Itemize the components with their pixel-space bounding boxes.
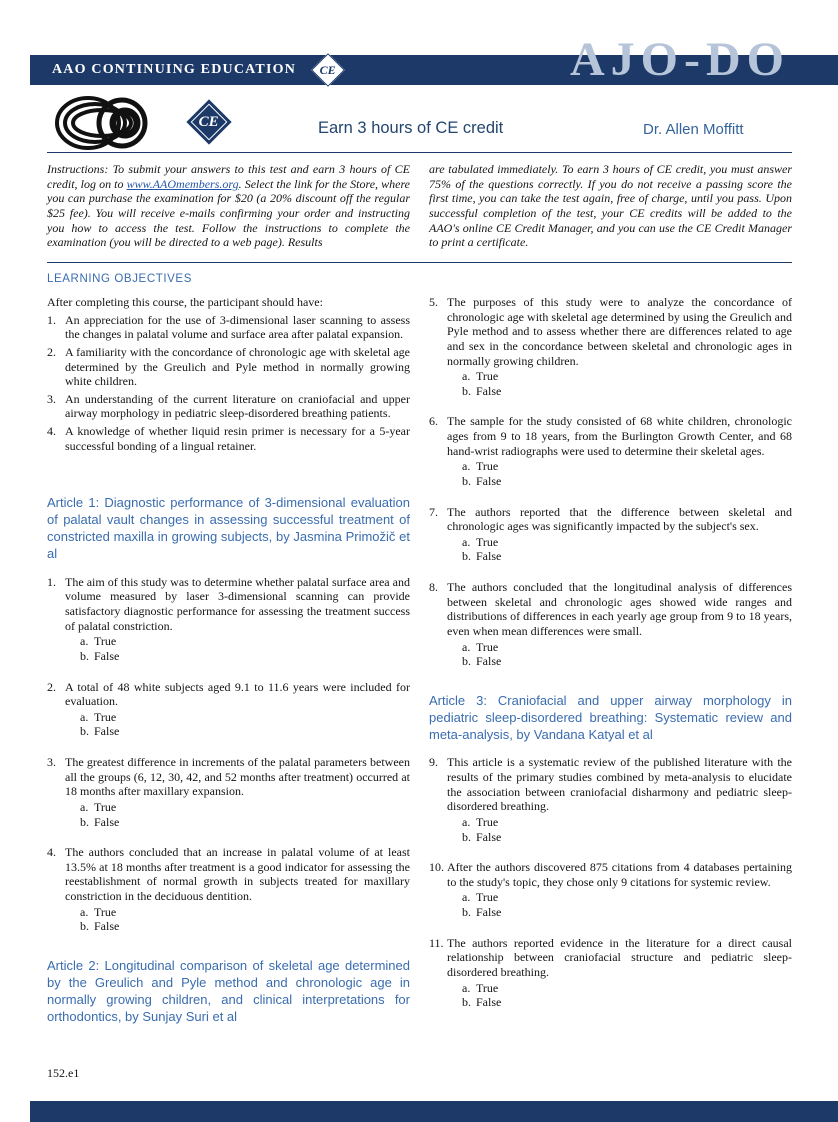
answer-option-b: b. False bbox=[80, 919, 120, 934]
option-text: False bbox=[476, 905, 502, 920]
option-text: True bbox=[476, 814, 499, 829]
option-text: False bbox=[476, 654, 502, 669]
instructions-right-column: are tabulated immediately. To earn 3 hours of CE credit, you must answer 75% of the questions correctly. If you do not receive a passing score the first time, you can take the test again, free of charge, until you pass. Upon successful completion of the test, your CE credits will be added to the AAO's online CE Credit Manager, and you can use the CE Credit Manager to print a certificate. bbox=[429, 162, 792, 250]
option-text: True bbox=[94, 709, 117, 724]
question-text: The sample for the study consisted of 68 white children, chronologic ages from 9 to 18 years, from the Burlington Growth Center, and 68 hand-wrist radiographs were used to determine their skeletal ages. bbox=[447, 414, 792, 458]
question-number: 10. bbox=[429, 860, 444, 875]
answer-option-b: b. False bbox=[462, 549, 502, 564]
question-8 bbox=[429, 580, 792, 669]
learning-objectives-title: LEARNING OBJECTIVES bbox=[47, 273, 192, 285]
option-text: True bbox=[94, 904, 117, 919]
question-number: 9. bbox=[429, 755, 438, 770]
option-text: True bbox=[476, 639, 499, 654]
objective-number: 3. bbox=[47, 391, 56, 406]
option-text: False bbox=[94, 724, 120, 739]
answer-option-b: b. False bbox=[462, 829, 502, 844]
answer-option-a: a. True bbox=[80, 799, 117, 814]
question-2 bbox=[47, 680, 410, 740]
option-text: False bbox=[94, 919, 120, 934]
question-text: The aim of this study was to determine whether palatal surface area and volume measured by laser 3-dimensional scanning can provide satisfactory diagnostic performance for assessing the treatment success of palatal constriction. bbox=[65, 574, 410, 633]
question-number: 1. bbox=[47, 574, 56, 589]
answer-option-a: a. True bbox=[462, 369, 499, 384]
objective-number: 4. bbox=[47, 424, 56, 438]
objectives-intro: After completing this course, the participant should have: bbox=[47, 295, 323, 309]
question-5 bbox=[429, 295, 792, 398]
question-10 bbox=[429, 860, 792, 920]
question-text: This article is a systematic review of the published literature with the results of the primary studies combined by meta-analysis to elucidate the association between craniofacial disharmony and pediatric sleep-disordered breathing. bbox=[447, 755, 792, 814]
option-text: True bbox=[94, 634, 117, 649]
question-number: 11. bbox=[429, 935, 444, 950]
objective-item bbox=[47, 313, 410, 342]
option-text: False bbox=[476, 473, 502, 488]
answer-option-a: a. True bbox=[80, 904, 117, 919]
question-3 bbox=[47, 755, 410, 829]
ce-diamond-large-icon bbox=[186, 99, 231, 144]
question-text: After the authors discovered 875 citations from 4 databases pertaining to the study's topic, they chose only 9 citations for systemic review. bbox=[447, 860, 792, 889]
answer-option-a: a. True bbox=[462, 534, 499, 549]
aao-members-link[interactable]: www.AAOmembers.org bbox=[126, 176, 239, 191]
earn-credit-text: Earn 3 hours of CE credit bbox=[318, 119, 504, 137]
instructions-left-before-link: Instructions: To submit your answers to this test and earn 3 hours of CE credit, log on to bbox=[47, 162, 410, 191]
objective-item bbox=[47, 424, 410, 453]
left-column bbox=[47, 295, 410, 1038]
objective-text: A familiarity with the concordance of chronologic age with skeletal age determined by the Greulich and Pyle method in normally growing white children. bbox=[65, 344, 410, 389]
option-text: True bbox=[476, 534, 499, 549]
instructions-block bbox=[47, 162, 792, 250]
question-number: 2. bbox=[47, 679, 56, 694]
header-bar-title: AAO CONTINUING EDUCATION bbox=[52, 62, 297, 77]
question-text: The authors concluded that an increase in palatal volume of at least 13.5% at 18 months after treatment is a good indicator for assessing the reestablishment of normal growth in subjects treated for maxillary constriction in the deciduous dentition. bbox=[65, 845, 410, 904]
ce-badge-text-large: CE bbox=[198, 113, 220, 130]
question-4 bbox=[47, 845, 410, 934]
option-text: False bbox=[476, 549, 502, 564]
article-3-heading: Article 3: Craniofacial and upper airway morphology in pediatric sleep-disordered breathing: Systematic review and meta-analysis, by Vandana Katyal et al bbox=[429, 692, 792, 742]
question-number: 8. bbox=[429, 580, 438, 594]
article-1-heading: Article 1: Diagnostic performance of 3-dimensional evaluation of palatal vault changes in assessing successful treatment of constricted maxilla in growing subjects, by Jasmina Primožič et al bbox=[47, 495, 410, 561]
option-text: True bbox=[94, 799, 117, 814]
question-number: 4. bbox=[47, 845, 56, 860]
objective-item bbox=[47, 345, 410, 389]
journal-wordmark: AJO-DO bbox=[570, 33, 790, 86]
option-text: False bbox=[94, 648, 120, 663]
footer-bar bbox=[30, 1101, 838, 1122]
answer-option-a: a. True bbox=[80, 634, 117, 649]
answer-option-a: a. True bbox=[462, 890, 499, 905]
option-text: True bbox=[476, 980, 499, 995]
body-columns bbox=[47, 295, 792, 1038]
page-number: 152.e1 bbox=[47, 1066, 80, 1080]
objective-number: 1. bbox=[47, 312, 56, 327]
answer-option-b: b. False bbox=[80, 648, 120, 663]
option-text: True bbox=[476, 369, 499, 384]
answer-option-b: b. False bbox=[462, 383, 502, 398]
question-text: A total of 48 white subjects aged 9.1 to 11.6 years were included for evaluation. bbox=[65, 679, 410, 709]
right-column bbox=[429, 295, 792, 1038]
answer-option-b: b. False bbox=[462, 473, 502, 488]
objective-number: 2. bbox=[47, 344, 56, 359]
divider-top bbox=[47, 152, 792, 153]
answer-option-b: b. False bbox=[462, 995, 502, 1010]
answer-option-b: b. False bbox=[462, 654, 502, 669]
option-text: False bbox=[476, 995, 502, 1010]
answer-option-b: b. False bbox=[80, 724, 120, 739]
ce-badge-text: CE bbox=[320, 62, 337, 77]
objective-text: A knowledge of whether liquid resin primer is necessary for a 5-year successful bonding of a lingual retainer. bbox=[65, 424, 410, 453]
objective-item bbox=[47, 392, 410, 421]
question-7 bbox=[429, 505, 792, 565]
objective-text: An understanding of the current literature on craniofacial and upper airway morphology in pediatric sleep-disordered breathing patients. bbox=[65, 391, 410, 421]
question-number: 6. bbox=[429, 414, 438, 429]
answer-option-a: a. True bbox=[462, 980, 499, 995]
answer-option-b: b. False bbox=[462, 905, 502, 920]
question-9 bbox=[429, 755, 792, 844]
answer-option-a: a. True bbox=[462, 459, 499, 474]
question-number: 3. bbox=[47, 755, 56, 770]
option-text: True bbox=[476, 459, 499, 474]
option-text: False bbox=[476, 829, 502, 844]
question-number: 5. bbox=[429, 295, 438, 309]
question-text: The authors reported that the difference between skeletal and chronologic ages was significantly impacted by the subject's sex. bbox=[447, 504, 792, 534]
author-name: Dr. Allen Moffitt bbox=[643, 121, 744, 138]
question-text: The greatest difference in increments of the palatal parameters between all the groups (6, 12, 30, 42, and 52 months after treatment) occurred at 18 months after maxillary expansion. bbox=[65, 755, 410, 799]
answer-option-a: a. True bbox=[80, 709, 117, 724]
answer-option-a: a. True bbox=[462, 639, 499, 654]
answer-option-b: b. False bbox=[80, 814, 120, 829]
question-text: The authors reported evidence in the literature for a direct causal relationship between craniofacial structure and pediatric sleep-disordered breathing. bbox=[447, 935, 792, 979]
ce-diamond-small-icon bbox=[311, 53, 345, 87]
question-1 bbox=[47, 575, 410, 664]
question-11 bbox=[429, 936, 792, 1010]
instructions-left-after-link: . Select the link for the Store, where you can purchase the examination for $20 (a 20% discount off the regular $25 fee). You will receive e-mails confirming your order and instructing you how to access the test. Follow the instructions to complete the examination (you will be directed to a web page). Results bbox=[47, 176, 410, 250]
divider-middle bbox=[47, 262, 792, 263]
option-text: False bbox=[94, 814, 120, 829]
question-text: The authors concluded that the longitudinal analysis of differences between skeletal and chronologic ages showed wide ranges and distributions of differences in each yearly age group from 9 to 18 years, even when mean differences were small. bbox=[447, 580, 792, 638]
answer-option-a: a. True bbox=[462, 814, 499, 829]
article-2-heading: Article 2: Longitudinal comparison of skeletal age determined by the Greulich and Pyle method and chronologic age in normally growing children, and clinical interpretations for orthodontics, by Sunjay Suri et al bbox=[47, 957, 410, 1024]
instructions-left-column bbox=[47, 162, 410, 250]
option-text: True bbox=[476, 890, 499, 905]
question-text: The purposes of this study were to analyze the concordance of chronologic age with skeletal age determined by using the Greulich and Pyle method and to assess whether there are differences related to age and sex in the concordance between skeletal and chronologic ages in normally growing children. bbox=[447, 295, 792, 368]
question-number: 7. bbox=[429, 504, 438, 519]
objective-text: An appreciation for the use of 3-dimensional laser scanning to assess the changes in palatal volume and surface area after palatal expansion. bbox=[65, 312, 410, 342]
aao-globe-logo-icon bbox=[54, 94, 150, 157]
option-text: False bbox=[476, 383, 502, 398]
question-6 bbox=[429, 414, 792, 488]
